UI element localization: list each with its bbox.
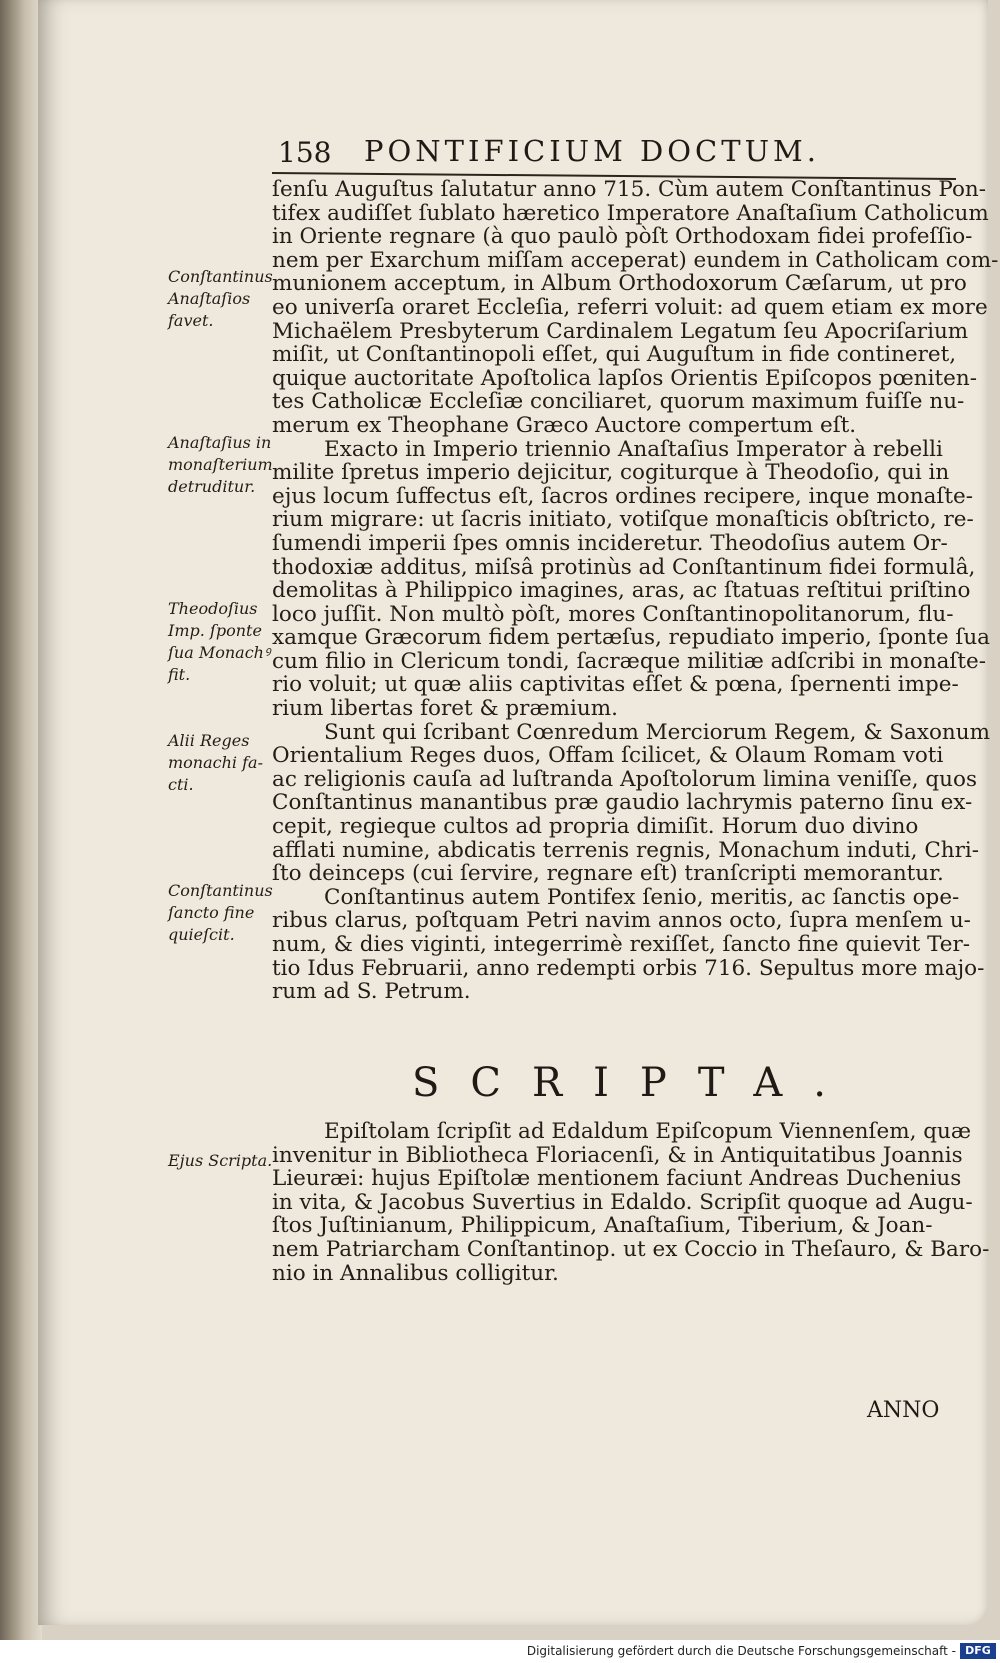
text-line: ſumendi imperii ſpes omnis incideretur. Theodoſius autem Or- [272,530,948,556]
text-line: rum ad S. Petrum. [272,979,471,1005]
marginal-note [168,598,280,686]
text-line: ac religionis cauſa ad luſtranda Apoſtolorum limina veniſſe, quos [272,766,977,792]
marginal-note-line: Ejus Scripta. [168,1151,273,1170]
text-line: Conſtantinus autem Pontifex ſenio, meritis, ac ſanctis ope- [324,884,960,910]
text-line: ſenſu Auguſtus ſalutatur anno 715. Cùm autem Conſtantinus Pon- [272,177,987,202]
digitization-footer [0,1642,1000,1663]
text-line: ſto deinceps (cui ſervire, regnare eſt) tranſcripti memorantur. [272,861,944,887]
text-line: Conſtantinus manantibus præ gaudio lachrymis paterno ſinu ex- [272,790,973,816]
text-line: cepit, regieque cultos ad propria dimiſit. Horum duo divino [272,814,919,840]
text-line: ejus locum ſuffectus eſt, ſacros ordines recipere, inque monaſte- [272,483,973,509]
marginal-note [168,880,280,946]
text-line: in vita, & Jacobus Suvertius in Edaldo. Scripſit quoque ad Augu- [272,1189,973,1215]
text-line: thodoxiæ additus, miſsâ protinùs ad Conſtantinum fidei formulâ, [272,554,976,580]
text-line: tes Catholicæ Eccleſiæ conciliaret, quorum maximum fuiſſe nu- [272,389,965,415]
text-line: eo univerſa oraret Eccleſia, referri voluit: ad quem etiam ex more [272,294,988,320]
text-line: afflati numine, abdicatis terrenis regnis, Monachum induti, Chri- [272,837,980,863]
book-binding [0,0,42,1640]
text-line: Orientalium Reges duos, Offam ſcilicet, & Olaum Romam voti [272,743,944,769]
marginal-note-line: Anaſtaſius in [168,433,272,452]
text-line: loco juſſit. Non multò pòſt, mores Conſtantinopolitanorum, flu- [272,601,954,627]
text-line: Sunt qui ſcribant Cœnredum Merciorum Regem, & Saxonum [324,719,991,745]
page-number: 158 [278,136,332,169]
text-line: rio voluit; ut quæ aliis captivitas eſſet & pœna, ſpernenti impe- [272,672,959,698]
text-line: Lieuræi: hujus Epiſtolæ mentionem faciunt Andreas Duchenius [272,1166,962,1192]
running-title: PONTIFICIUM DOCTUM. [364,134,820,168]
marginal-note-line: cti. [168,775,194,794]
footer-credit: Digitalisierung gefördert durch die Deutsche Forschungsgemeinschaft - [526,1644,956,1658]
marginal-note [168,266,280,332]
text-line: ſtos Juſtinianum, Philippicum, Anaſtaſium, Tiberium, & Joan- [272,1213,933,1239]
marginal-note-line: Imp. ſponte [168,621,262,640]
text-line: num, & dies viginti, integerrimè rexiſſet, ſancto fine quievit Ter- [272,932,971,957]
text-line: nem per Exarchum miſſam acceperat) eundem in Catholicam com- [272,247,999,273]
text-line: milite ſpretus imperio dejicitur, cogiturque à Theodoſio, qui in [272,460,950,486]
marginal-note-line: detruditur. [168,477,256,496]
text-line: in Oriente regnare (à quo paulò pòſt Orthodoxam fidei profeſſio- [272,224,973,250]
marginal-note-line: ſancto fine [168,903,255,922]
text-line: quique auctoritate Apoſtolica lapſos Orientis Epiſcopos pœniten- [272,365,978,391]
text-line: invenitur in Bibliotheca Floriacenſi, & in Antiquitatibus Joannis [272,1142,963,1168]
text-line: tifex audiſſet ſublato hæretico Imperatore Anaſtaſium Catholicum [272,200,989,226]
text-line: cum filio in Clericum tondi, ſacræque militiæ adſcribi in monaſte- [272,648,986,674]
text-line: tio Idus Februarii, anno redempti orbis 716. Sepultus more majo- [272,955,985,981]
marginal-note-line: ſua Monachꝰ [168,643,271,662]
marginal-note-line: Conſtantinus [168,267,273,286]
text-line: nio in Annalibus colligitur. [272,1260,559,1286]
section-heading: SCRIPTA. [412,1060,857,1106]
marginal-note-line: Theodoſius [168,599,258,618]
marginal-note-line: Alii Reges [168,731,250,750]
catchword: ANNO [867,1398,940,1423]
marginal-note-line: favet. [168,311,214,330]
marginal-note [168,1150,280,1172]
marginal-note-line: quieſcit. [168,925,235,944]
marginal-note [168,730,280,796]
text-line: ribus clarus, poſtquam Petri navim annos octo, ſupra menſem u- [272,908,971,934]
marginal-note-line: monaſterium [168,455,273,474]
text-line: Epiſtolam ſcripſit ad Edaldum Epiſcopum Viennenſem, quæ [324,1119,972,1144]
main-text-block [272,177,999,1005]
text-line: xamque Græcorum fidem pertæſus, repudiato imperio, ſponte ſua [272,625,990,651]
marginal-note-line: Anaſtaſios [168,289,251,308]
marginal-note [168,432,280,498]
text-line: demolitas à Philippico imagines, aras, ac ſtatuas reſtitui priſtino [272,578,971,604]
text-line: rium migrare: ut ſacris initiato, votiſque monaſticis obſtricto, re- [272,507,974,533]
text-line: Exacto in Imperio triennio Anaſtaſius Imperator à rebelli [324,436,943,462]
text-line: miſit, ut Conſtantinopoli eſſet, qui Auguſtum in fide contineret, [272,342,957,368]
text-line: rium libertas foret & præmium. [272,696,618,722]
marginal-note-line: monachi fa- [168,753,263,772]
text-line: Michaëlem Presbyterum Cardinalem Legatum ſeu Apocriſarium [272,318,969,344]
dfg-logo: DFG [960,1643,996,1659]
text-line: munionem acceptum, in Album Orthodoxorum Cæſarum, ut pro [272,271,967,297]
running-header [278,128,958,176]
marginal-note-line: Conſtantinus [168,881,273,900]
scripta-text-block [272,1119,990,1286]
marginal-note-line: fit. [168,665,191,684]
text-line: nem Patriarcham Conſtantinop. ut ex Coccio in Theſauro, & Baro- [272,1236,990,1262]
text-line: merum ex Theophane Græco Auctore compertum eſt. [272,412,857,438]
